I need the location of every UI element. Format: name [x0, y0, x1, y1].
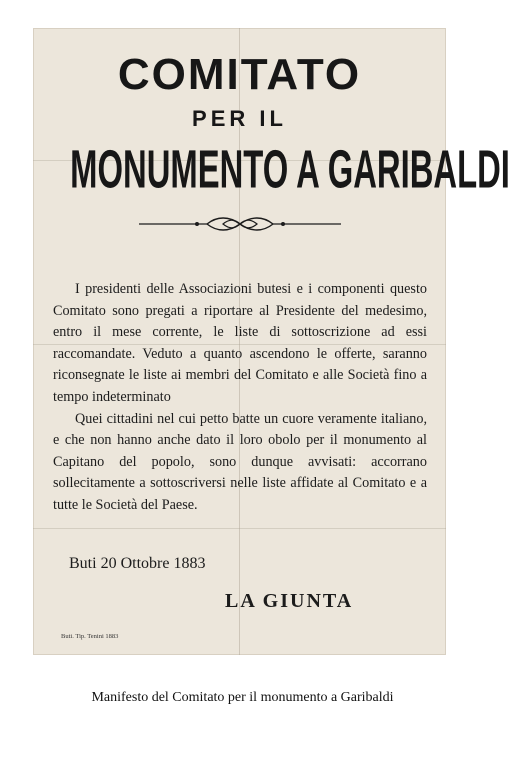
ornament-divider: [137, 214, 343, 234]
fold-line-horizontal-3: [33, 528, 446, 529]
poster-body: [53, 279, 427, 517]
figure-caption: Manifesto del Comitato per il monumento a Garibaldi: [91, 690, 394, 705]
poster-signature: LA GIUNTA: [225, 590, 354, 612]
printer-imprint: Buti. Tip. Tenini 1883: [61, 633, 119, 640]
poster-title: COMITATO: [117, 50, 362, 99]
body-paragraph-2: Quei cittadini nel cui petto batte un cuore veramente italiano, e che non hanno anche dato il loro obolo per il monumento al Capitano del popolo, sono dunque avvisati: accorrano sollecitamente a sottoscriversi nelle liste affidate al Comitato e a tutte le Società del Paese.: [53, 410, 427, 513]
poster-heading: MONUMENTO A GARIBALDI: [70, 140, 510, 200]
poster-subtitle: PER IL: [192, 106, 287, 131]
poster-date: Buti 20 Ottobre 1883: [69, 555, 206, 572]
poster-document: [33, 28, 510, 655]
body-paragraph-1: I presidenti delle Associazioni butesi e i componenti questo Comitato sono pregati a riportare al Presidente del medesimo, entro il mese corrente, le liste di sottoscrizione ad essi raccomandate. Veduto a quanto ascendono le offerte, saranno riconsegnate le liste ai membri del Comitato e alle Società fino a tempo indeterminato: [53, 281, 427, 405]
